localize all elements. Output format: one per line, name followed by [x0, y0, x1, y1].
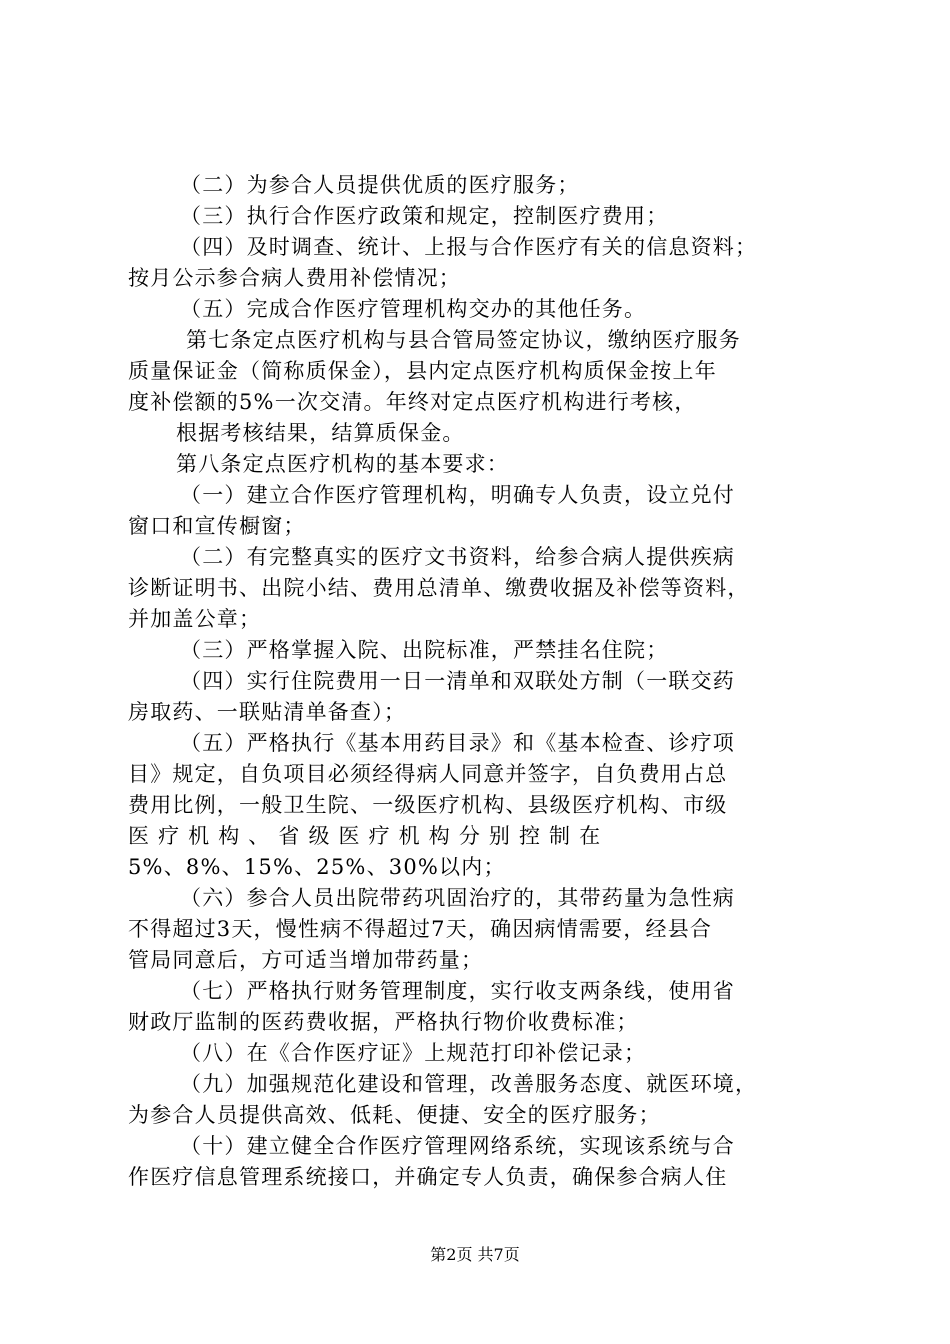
text-line: 为参合人员提供高效、低耗、便捷、安全的医疗服务；	[128, 1103, 661, 1127]
text-line: （三）严格掌握入院、出院标准，严禁挂名住院；	[180, 638, 669, 662]
text-line: （九）加强规范化建设和管理，改善服务态度、就医环境，	[180, 1072, 758, 1096]
text-line: 度补偿额的5%一次交清。年终对定点医疗机构进行考核，	[128, 390, 697, 414]
page-number: 第2页 共7页	[430, 1245, 520, 1264]
text-line: 房取药、一联贴清单备查）；	[128, 700, 407, 724]
text-line: 管局同意后，方可适当增加带药量；	[128, 948, 484, 972]
text-line: （四）及时调查、统计、上报与合作医疗有关的信息资料；	[180, 235, 758, 259]
text-line: 医 疗 机 构 、 省 级 医 疗 机 构 分 别 控 制 在	[128, 824, 602, 848]
text-line: （七）严格执行财务管理制度，实行收支两条线，使用省	[180, 979, 735, 1003]
text-line: 财政厅监制的医药费收据，严格执行物价收费标准；	[128, 1010, 639, 1034]
text-line: 质量保证金（简称质保金），县内定点医疗机构质保金按上年	[128, 359, 717, 383]
text-line: （四）实行住院费用一日一清单和双联处方制（一联交药	[180, 669, 735, 693]
text-line: （三）执行合作医疗政策和规定，控制医疗费用；	[180, 204, 669, 228]
text-line: 第七条定点医疗机构与县合管局签定协议，缴纳医疗服务	[186, 328, 741, 352]
text-line: 诊断证明书、出院小结、费用总清单、缴费收据及补偿等资料，	[128, 576, 750, 600]
text-line: 并加盖公章；	[128, 607, 262, 631]
text-line: （六）参合人员出院带药巩固治疗的，其带药量为急性病	[180, 886, 735, 910]
text-line: （一）建立合作医疗管理机构，明确专人负责，设立兑付	[180, 483, 735, 507]
text-line: 5%、8%、15%、25%、30%以内；	[128, 855, 506, 879]
text-line: （十）建立健全合作医疗管理网络系统，实现该系统与合	[180, 1134, 735, 1158]
text-line: 按月公示参合病人费用补偿情况；	[128, 266, 461, 290]
document-body	[128, 170, 836, 1193]
text-line: （二）有完整真实的医疗文书资料，给参合病人提供疾病	[180, 545, 735, 569]
text-line: 窗口和宣传橱窗；	[128, 514, 306, 538]
text-line: 费用比例，一般卫生院、一级医疗机构、县级医疗机构、市级	[128, 793, 728, 817]
text-line: 第八条定点医疗机构的基本要求：	[176, 452, 509, 476]
text-line: 作医疗信息管理系统接口，并确定专人负责，确保参合病人住	[128, 1165, 728, 1189]
text-line: （五）完成合作医疗管理机构交办的其他任务。	[180, 297, 647, 321]
text-line: 根据考核结果，结算质保金。	[176, 421, 465, 445]
text-line: （八）在《合作医疗证》上规范打印补偿记录；	[180, 1041, 647, 1065]
text-line: 不得超过3天，慢性病不得超过7天，确因病情需要，经县合	[128, 917, 713, 941]
text-line: （五）严格执行《基本用药目录》和《基本检查、诊疗项	[180, 731, 735, 755]
text-line: 目》规定，自负项目必须经得病人同意并签字，自负费用占总	[128, 762, 728, 786]
text-line: （二）为参合人员提供优质的医疗服务；	[180, 173, 580, 197]
